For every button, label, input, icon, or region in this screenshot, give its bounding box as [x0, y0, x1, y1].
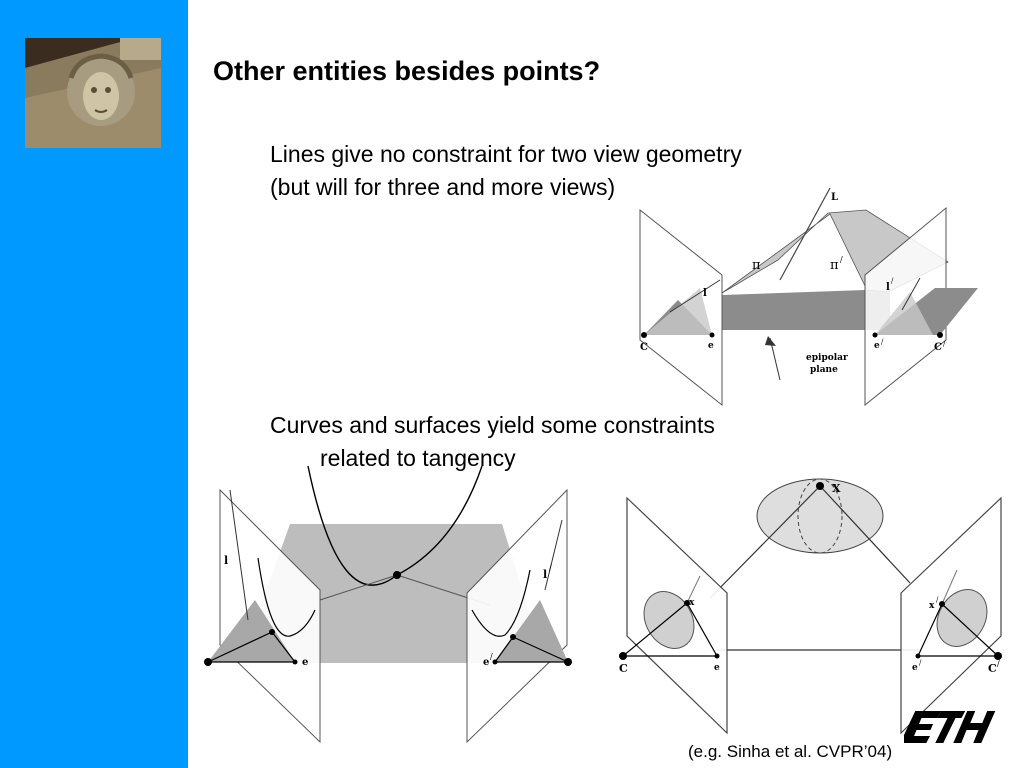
label-C-prime: C	[934, 342, 942, 353]
point-X	[816, 482, 824, 490]
point-x-prime	[939, 601, 945, 607]
epipole-e-prime	[873, 333, 878, 338]
label-plane: plane	[810, 365, 838, 375]
camera-center-left	[204, 658, 212, 666]
epipole-e	[710, 333, 715, 338]
label-e-prime: e	[483, 657, 490, 668]
label-C-prime: C	[988, 662, 997, 675]
label-C-prime-mark: /	[997, 659, 1000, 668]
label-C-prime-mark: /	[943, 340, 946, 348]
epipole-e-prime	[916, 654, 921, 659]
label-l: l	[703, 288, 707, 299]
label-pi-prime: π	[830, 258, 839, 273]
label-l-prime-mark: /	[549, 563, 552, 572]
label-l-prime-mark: /	[891, 277, 894, 285]
label-e: e	[714, 663, 720, 673]
eth-logo	[904, 708, 996, 746]
epipole-e-prime	[493, 660, 498, 665]
label-x: x	[689, 598, 695, 608]
epipolar-plane-arrowhead	[765, 336, 776, 346]
label-l: l	[224, 554, 229, 567]
label-L: L	[831, 192, 839, 203]
label-e-prime: e	[874, 341, 880, 351]
medusa-relief-thumbnail	[25, 38, 161, 148]
image-tangent-point-left	[269, 629, 275, 635]
epipole-e	[293, 660, 298, 665]
surface-tangency-diagram	[605, 468, 1010, 738]
line-L	[780, 188, 830, 280]
label-C: C	[619, 662, 628, 675]
line-geometry-diagram	[630, 180, 990, 410]
tangency-point	[393, 571, 401, 579]
label-pi: π	[752, 258, 761, 273]
curve-tangency-diagram	[200, 460, 580, 740]
camera-center-C	[641, 332, 647, 338]
label-e-prime-mark: /	[881, 338, 884, 346]
label-e-prime-mark: /	[490, 652, 493, 661]
label-e: e	[708, 341, 714, 351]
label-l-prime: l	[543, 568, 548, 581]
label-e-prime-mark: /	[919, 659, 922, 667]
bullet-lines-line2: (but will for three and more views)	[270, 174, 616, 200]
bullet-curves-line1: Curves and surfaces yield some constraints	[270, 412, 715, 438]
label-e-prime: e	[912, 663, 918, 673]
bullet-curves-line2: related to tangency	[320, 445, 516, 471]
label-x-prime-mark: /	[936, 596, 939, 604]
label-C: C	[640, 342, 648, 353]
label-epipolar: epipolar	[806, 353, 848, 363]
label-e: e	[302, 657, 309, 668]
label-l-prime: l	[886, 282, 890, 293]
citation: (e.g. Sinha et al. CVPR’04)	[688, 742, 893, 761]
camera-center-right	[564, 658, 572, 666]
label-X: X	[832, 482, 841, 495]
surface-ellipsoid	[757, 479, 883, 553]
sidebar	[0, 0, 188, 768]
camera-center-C-prime	[937, 332, 943, 338]
image-tangent-point-right	[510, 634, 516, 640]
slide-title: Other entities besides points?	[213, 56, 601, 86]
camera-center-C	[619, 652, 627, 660]
bullet-lines-line1: Lines give no constraint for two view geometry	[270, 141, 742, 167]
label-pi-prime-mark: /	[840, 255, 843, 264]
epipole-e	[715, 654, 720, 659]
label-x-prime: x	[929, 601, 935, 611]
